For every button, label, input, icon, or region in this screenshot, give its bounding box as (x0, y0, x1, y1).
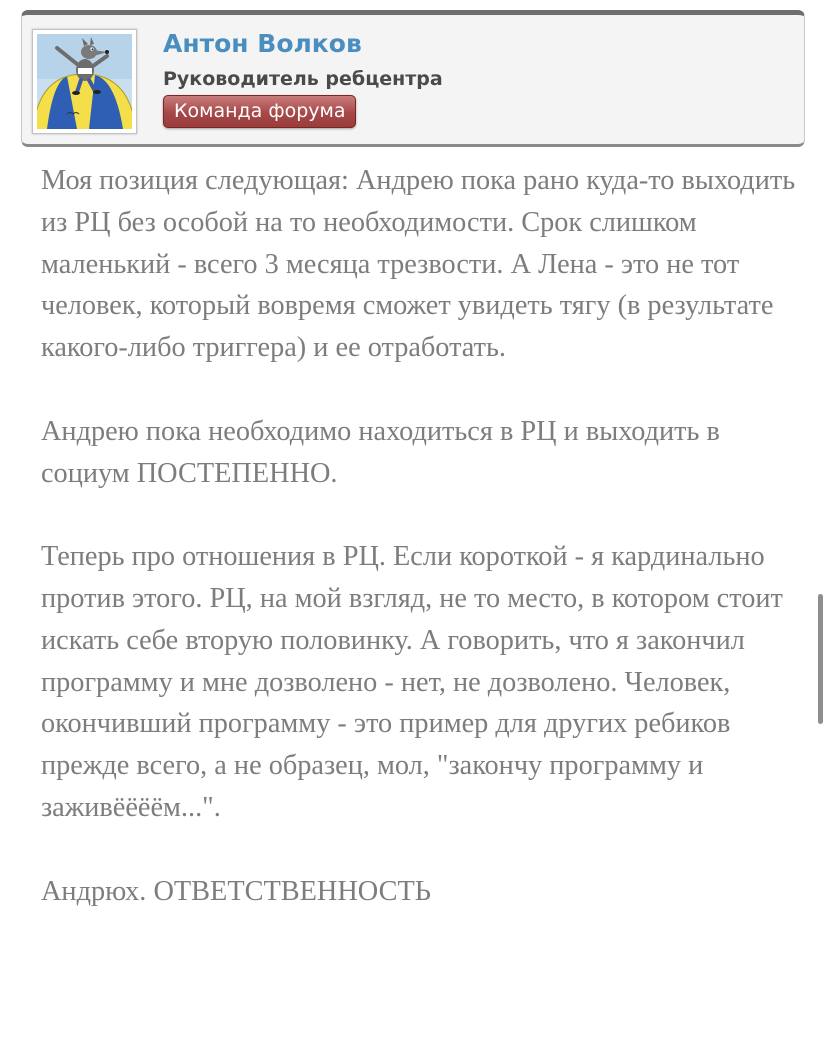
author-name[interactable]: Антон Волков (163, 29, 362, 58)
author-title: Руководитель ребцентра (163, 68, 443, 90)
post-body (41, 160, 801, 912)
post-paragraph: Теперь про отношения в РЦ. Если короткой - я кардинально против этого. РЦ, на мой взгляд, не то место, в котором стоит искать себе вторую половинку. А говорить, что я закончил программу и мне дозволено - нет, не дозволено. Человек, окончивший программу - это пример для других ребиков прежде всего, а не образец, мол, "закончу программу и заживёёёём...". (41, 541, 783, 823)
post-paragraph: Моя позиция следующая: Андрею пока рано куда-то выходить из РЦ без особой на то необходимости. Срок слишком маленький - всего 3 месяца трезвости. А Лена - это не тот человек, который вовремя сможет увидеть тягу (в результате какого-либо триггера) и ее отработать. (41, 165, 796, 364)
scrollbar-thumb[interactable] (818, 594, 823, 724)
group-badge: Команда форума (163, 95, 356, 128)
post-paragraph: Андрею пока необходимо находиться в РЦ и выходить в социум ПОСТЕПЕННО. (41, 415, 720, 489)
post-paragraph: Андрюх. ОТВЕТСТВЕННОСТЬ (41, 875, 431, 907)
wolf-avatar-icon (37, 34, 132, 129)
avatar[interactable] (32, 29, 137, 134)
author-card (21, 10, 805, 147)
